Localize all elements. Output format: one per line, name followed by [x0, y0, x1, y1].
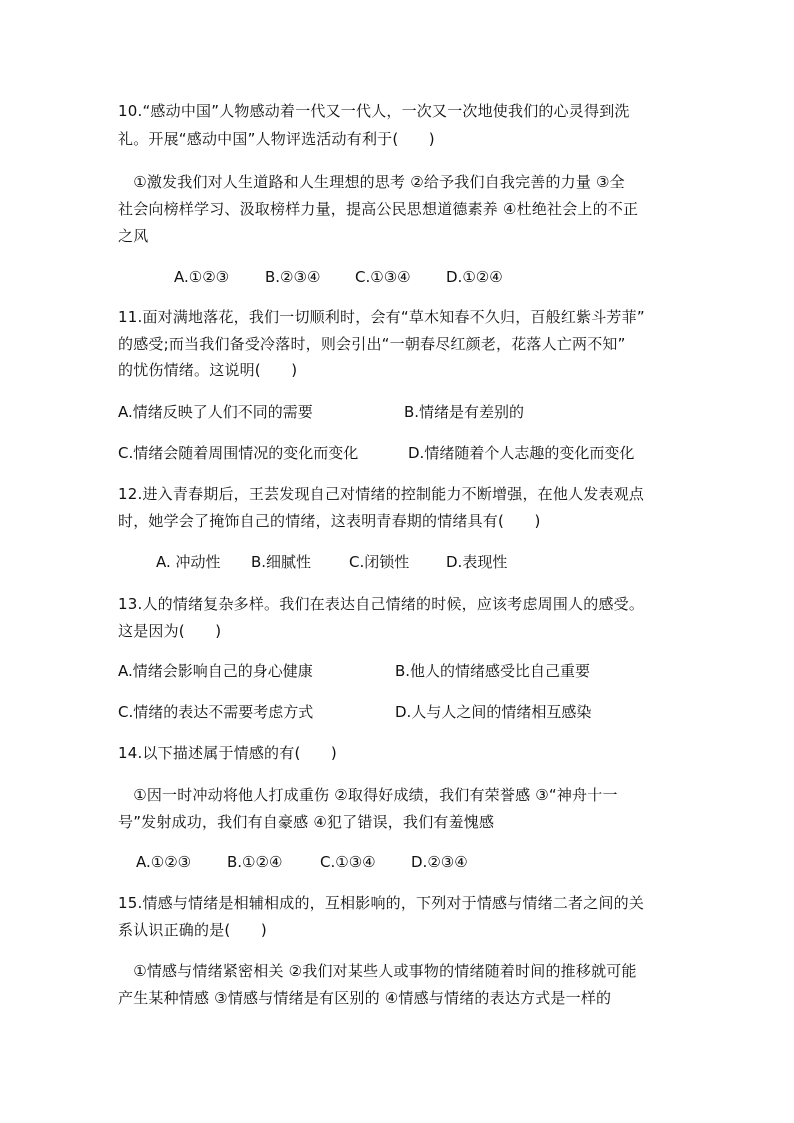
question-15-statement-line-1: ①情感与情绪紧密相关 ②我们对某些人或事物的情绪随着时间的推移就可能 — [118, 962, 637, 980]
question-11-stem-line-1: 11.面对满地落花，我们一切顺利时，会有“草木知春不久归，百般红紫斗芳菲” — [118, 308, 645, 326]
question-10-option-d: D.①②④ — [446, 268, 503, 286]
question-14-option-a: A.①②③ — [136, 853, 192, 871]
question-15-stem-line-1: 15.情感与情绪是相辅相成的，互相影响的，下列对于情感与情绪二者之间的关 — [118, 894, 645, 912]
question-15-statement-line-2: 产生某种情感 ③情感与情绪是有区别的 ④情感与情绪的表达方式是一样的 — [118, 989, 612, 1007]
question-14-option-b: B.①②④ — [227, 853, 283, 871]
question-13-option-c: C.情绪的表达不需要考虑方式 — [118, 703, 314, 721]
question-14-option-d: D.②③④ — [411, 853, 468, 871]
question-11-stem-line-3: 的忧伤情绪。这说明( ) — [118, 361, 298, 379]
question-14-option-c: C.①③④ — [320, 853, 376, 871]
question-11-option-d: D.情绪随着个人志趣的变化而变化 — [408, 444, 635, 462]
question-13-option-d: D.人与人之间的情绪相互感染 — [395, 703, 592, 721]
question-10-option-b: B.②③④ — [265, 268, 321, 286]
question-14-statement-line-2: 号”发射成功，我们有自豪感 ④犯了错误，我们有羞愧感 — [118, 813, 495, 831]
question-10-statement-line-3: 之风 — [118, 227, 149, 245]
question-11-option-a: A.情绪反映了人们不同的需要 — [118, 403, 313, 421]
question-12-option-b: B.细腻性 — [251, 553, 312, 571]
question-11-option-b: B.情绪是有差别的 — [404, 403, 525, 421]
question-12-stem-line-2: 时，她学会了掩饰自己的情绪，这表明青春期的情绪具有( ) — [118, 512, 541, 530]
question-11-stem-line-2: 的感受;而当我们备受冷落时，则会引出“一朝春尽红颜老，花落人亡两不知” — [118, 335, 626, 353]
question-12-stem-line-1: 12.进入青春期后，王芸发现自己对情绪的控制能力不断增强，在他人发表观点 — [118, 485, 645, 503]
question-10-statement-line-2: 社会向榜样学习、汲取榜样力量，提高公民思想道德素养 ④杜绝社会上的不正 — [118, 200, 639, 218]
question-13-stem-line-1: 13.人的情绪复杂多样。我们在表达自己情绪的时候，应该考虑周围人的感受。 — [118, 595, 645, 613]
question-12-option-d: D.表现性 — [446, 553, 508, 571]
question-11-option-c: C.情绪会随着周围情况的变化而变化 — [118, 444, 359, 462]
question-10-option-a: A.①②③ — [174, 268, 230, 286]
question-15-stem-line-2: 系认识正确的是( ) — [118, 921, 267, 939]
question-13-option-a: A.情绪会影响自己的身心健康 — [118, 662, 313, 680]
question-13-option-b: B.他人的情绪感受比自己重要 — [395, 662, 591, 680]
question-10-stem-line-2: 礼。开展“感动中国”人物评选活动有利于( ) — [118, 130, 435, 148]
question-10-stem-line-1: 10.“感动中国”人物感动着一代又一代人，一次又一次地使我们的心灵得到洗 — [118, 102, 630, 120]
question-10-statement-line-1: ①激发我们对人生道路和人生理想的思考 ②给予我们自我完善的力量 ③全 — [118, 173, 625, 191]
question-12-option-a: A. 冲动性 — [156, 553, 221, 571]
question-10-option-c: C.①③④ — [355, 268, 411, 286]
question-14-stem-line-1: 14.以下描述属于情感的有( ) — [118, 744, 337, 762]
question-13-stem-line-2: 这是因为( ) — [118, 622, 222, 640]
question-14-statement-line-1: ①因一时冲动将他人打成重伤 ②取得好成绩，我们有荣誉感 ③“神舟十一 — [118, 786, 618, 804]
question-12-option-c: C.闭锁性 — [349, 553, 410, 571]
